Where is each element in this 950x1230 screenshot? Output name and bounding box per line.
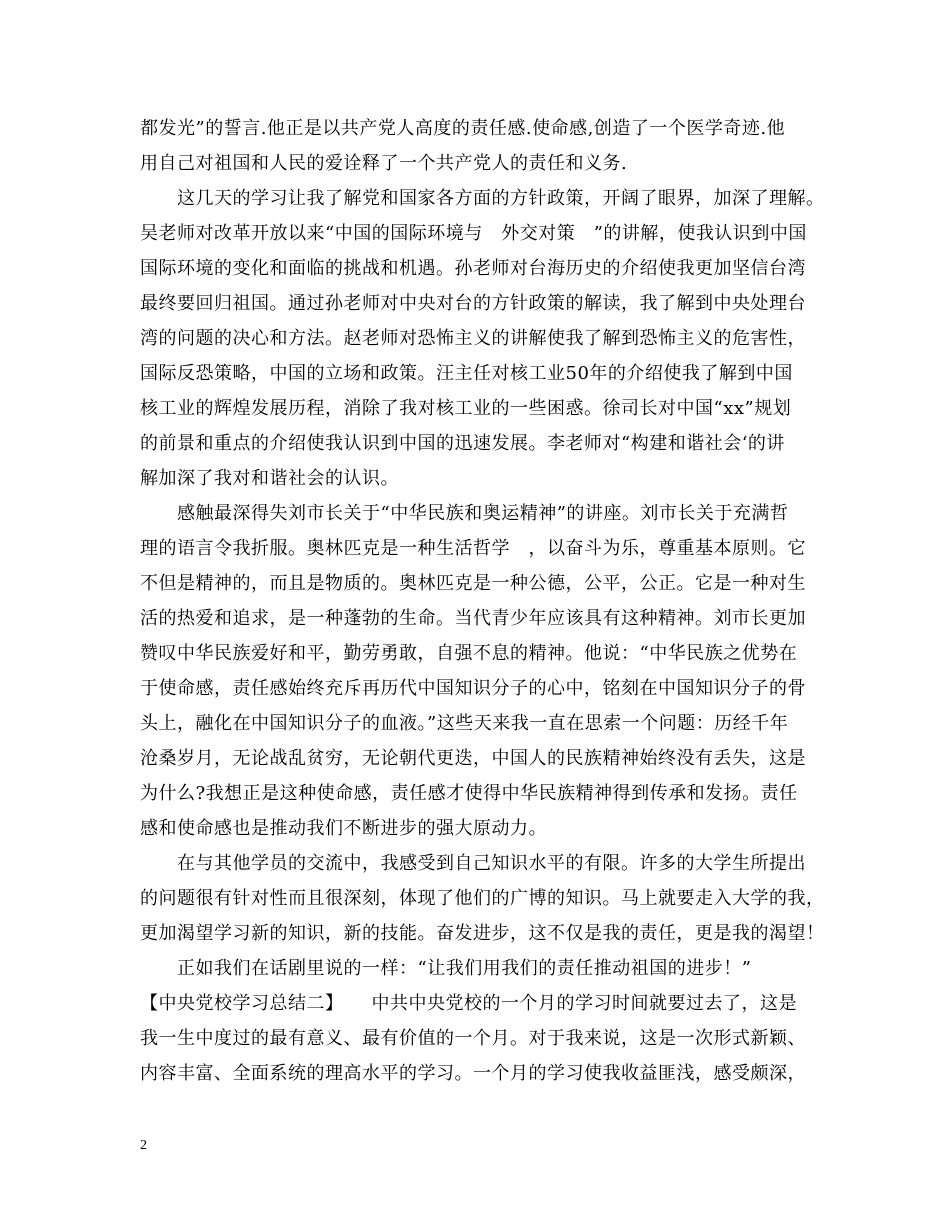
- text-line: 湾的问题的决心和方法。赵老师对恐怖主义的讲解使我了解到恐怖主义的危害性，: [140, 328, 806, 349]
- page-number: 2: [140, 1138, 147, 1153]
- text-line: 不但是精神的，而且是物质的。奥林匹克是一种公德，公平，公正。它是一种对生: [140, 573, 806, 594]
- text-line: 内容丰富、全面系统的理高水平的学习。一个月的学习使我收益匪浅，感受颇深，: [140, 1063, 806, 1084]
- text-line: 用自己对祖国和人民的爱诠释了一个共产党人的责任和义务.: [140, 153, 628, 174]
- text-line: 更加渴望学习新的知识，新的技能。奋发进步，这不仅是我的责任，更是我的渴望！: [140, 923, 825, 944]
- text-line: 沧桑岁月，无论战乱贫穷，无论朝代更迭，中国人的民族精神始终没有丢失，这是: [140, 748, 806, 769]
- text-line: 感和使命感也是推动我们不断进步的强大原动力。: [140, 818, 547, 839]
- text-line: 在与其他学员的交流中，我感受到自己知识水平的有限。许多的大学生所提出: [140, 853, 806, 874]
- text-line: 头上，融化在中国知识分子的血液。”这些天来我一直在思索一个问题：历经千年: [140, 713, 789, 734]
- text-line: 的前景和重点的介绍使我认识到中国的迅速发展。李老师对“构建和谐社会‘的讲: [140, 433, 785, 454]
- text-line: 最终要回归祖国。通过孙老师对中央对台的方针政策的解读，我了解到中央处理台: [140, 293, 806, 314]
- text-line: 解加深了我对和谐社会的认识。: [140, 468, 399, 489]
- text-line: 都发光”的誓言.他正是以共产党人高度的责任感.使命感,创造了一个医学奇迹.他: [140, 118, 786, 139]
- text-line: 为什么?我想正是这种使命感，责任感才使得中华民族精神得到传承和发扬。责任: [140, 783, 798, 804]
- text-line: 的问题很有针对性而且很深刻，体现了他们的广博的知识。马上就要走入大学的我，: [140, 888, 825, 909]
- text-line: 理的语言令我折服。奥林匹克是一种生活哲学 ，以奋斗为乐，尊重基本原则。它: [140, 538, 806, 559]
- section-heading-line: 【中央党校学习总结二】 中共中央党校的一个月的学习时间就要过去了，这是: [140, 993, 797, 1014]
- text-line: 感触最深得失刘市长关于“中华民族和奥运精神”的讲座。刘市长关于充满哲: [140, 503, 789, 524]
- text-line: 正如我们在话剧里说的一样：“让我们用我们的责任推动祖国的进步！”: [140, 958, 752, 979]
- text-line: 活的热爱和追求，是一种蓬勃的生命。当代青少年应该具有这种精神。刘市长更加: [140, 608, 806, 629]
- text-line: 于使命感，责任感始终充斥再历代中国知识分子的心中，铭刻在中国知识分子的骨: [140, 678, 806, 699]
- text-line: 国际反恐策略，中国的立场和政策。汪主任对核工业50年的介绍使我了解到中国: [140, 363, 793, 384]
- text-line: 这几天的学习让我了解党和国家各方面的方针政策，开阔了眼界，加深了理解。: [140, 188, 825, 209]
- text-line: 我一生中度过的最有意义、最有价值的一个月。对于我来说，这是一次形式新颖、: [140, 1028, 806, 1049]
- text-line: 核工业的辉煌发展历程，消除了我对核工业的一些困惑。徐司长对中国“xx”规划: [140, 398, 792, 419]
- text-line: 吴老师对改革开放以来“中国的国际环境与 外交对策 ”的讲解，使我认识到中国: [140, 223, 807, 244]
- text-line: 国际环境的变化和面临的挑战和机遇。孙老师对台海历史的介绍使我更加坚信台湾: [140, 258, 806, 279]
- text-line: 赞叹中华民族爱好和平，勤劳勇敢，自强不息的精神。他说：“中华民族之优势在: [140, 643, 798, 664]
